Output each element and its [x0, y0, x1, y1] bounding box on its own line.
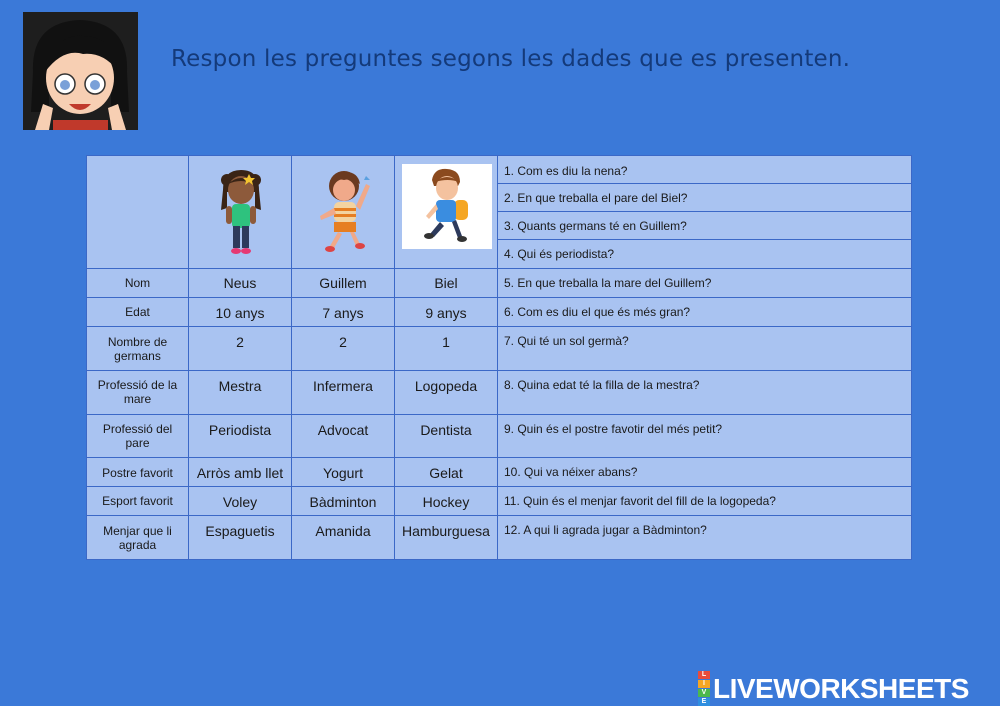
row-label-edat: Edat [86, 298, 189, 327]
cell-guillem-germans: 2 [292, 327, 395, 371]
cell-neus-mare: Mestra [189, 371, 292, 415]
row-label-nom: Nom [86, 269, 189, 298]
question-4: 4. Qui és periodista? [498, 240, 912, 269]
question-1: 1. Com es diu la nena? [498, 155, 912, 184]
question-8: 8. Quina edat té la filla de la mestra? [498, 371, 912, 415]
row-label-professio-pare: Professió del pare [86, 415, 189, 458]
cell-biel-postre: Gelat [395, 458, 498, 487]
cell-guillem-pare: Advocat [292, 415, 395, 458]
cell-neus-pare: Periodista [189, 415, 292, 458]
row-label-postre: Postre favorit [86, 458, 189, 487]
boy-guillem-picture-cell [292, 155, 395, 269]
page-title: Respon les preguntes segons les dades que es presenten. [171, 46, 851, 72]
question-10: 10. Qui va néixer abans? [498, 458, 912, 487]
girl-picture-cell [189, 155, 292, 269]
logo-block-v: V [698, 689, 710, 697]
question-12: 12. A qui li agrada jugar a Bàdminton? [498, 516, 912, 560]
data-table [86, 155, 912, 560]
cell-biel-pare: Dentista [395, 415, 498, 458]
question-6: 6. Com es diu el que és més gran? [498, 298, 912, 327]
cell-biel-mare: Logopeda [395, 371, 498, 415]
cell-guillem-menjar: Amanida [292, 516, 395, 560]
row-label-menjar: Menjar que li agrada [86, 516, 189, 560]
cell-guillem-postre: Yogurt [292, 458, 395, 487]
boy-with-backpack-illustration-icon [402, 164, 492, 249]
question-2: 2. En que treballa el pare del Biel? [498, 184, 912, 212]
empty-header-cell [86, 155, 189, 269]
boy-jumping-illustration-icon [316, 166, 374, 256]
cell-neus-edat: 10 anys [189, 298, 292, 327]
cell-biel-menjar: Hamburguesa [395, 516, 498, 560]
liveworksheets-logo [698, 671, 969, 706]
question-5: 5. En que treballa la mare del Guillem? [498, 269, 912, 298]
logo-text: LIVEWORKSHEETS [713, 672, 969, 704]
row-label-germans: Nombre de germans [86, 327, 189, 371]
biel-picture-frame [402, 164, 492, 249]
cell-guillem-edat: 7 anys [292, 298, 395, 327]
row-label-esport: Esport favorit [86, 487, 189, 516]
question-7: 7. Qui té un sol germà? [498, 327, 912, 371]
question-11: 11. Quin és el menjar favorit del fill de la logopeda? [498, 487, 912, 516]
boy-biel-picture-cell [395, 155, 498, 269]
question-9: 9. Quin és el postre favotir del més petit? [498, 415, 912, 458]
avatar [23, 12, 138, 130]
cell-neus-nom: Neus [189, 269, 292, 298]
cell-guillem-nom: Guillem [292, 269, 395, 298]
cell-neus-germans: 2 [189, 327, 292, 371]
cell-biel-nom: Biel [395, 269, 498, 298]
logo-block-e: E [698, 698, 710, 706]
cell-guillem-esport: Bàdminton [292, 487, 395, 516]
logo-block-i: I [698, 680, 710, 688]
cell-guillem-mare: Infermera [292, 371, 395, 415]
cell-biel-esport: Hockey [395, 487, 498, 516]
logo-blocks-icon [698, 671, 710, 706]
girl-illustration-icon [211, 164, 271, 256]
cell-neus-menjar: Espaguetis [189, 516, 292, 560]
cell-biel-germans: 1 [395, 327, 498, 371]
cell-biel-edat: 9 anys [395, 298, 498, 327]
cell-neus-postre: Arròs amb llet [189, 458, 292, 487]
question-3: 3. Quants germans té en Guillem? [498, 212, 912, 240]
row-label-professio-mare: Professió de la mare [86, 371, 189, 415]
cell-neus-esport: Voley [189, 487, 292, 516]
logo-block-l: L [698, 671, 710, 679]
